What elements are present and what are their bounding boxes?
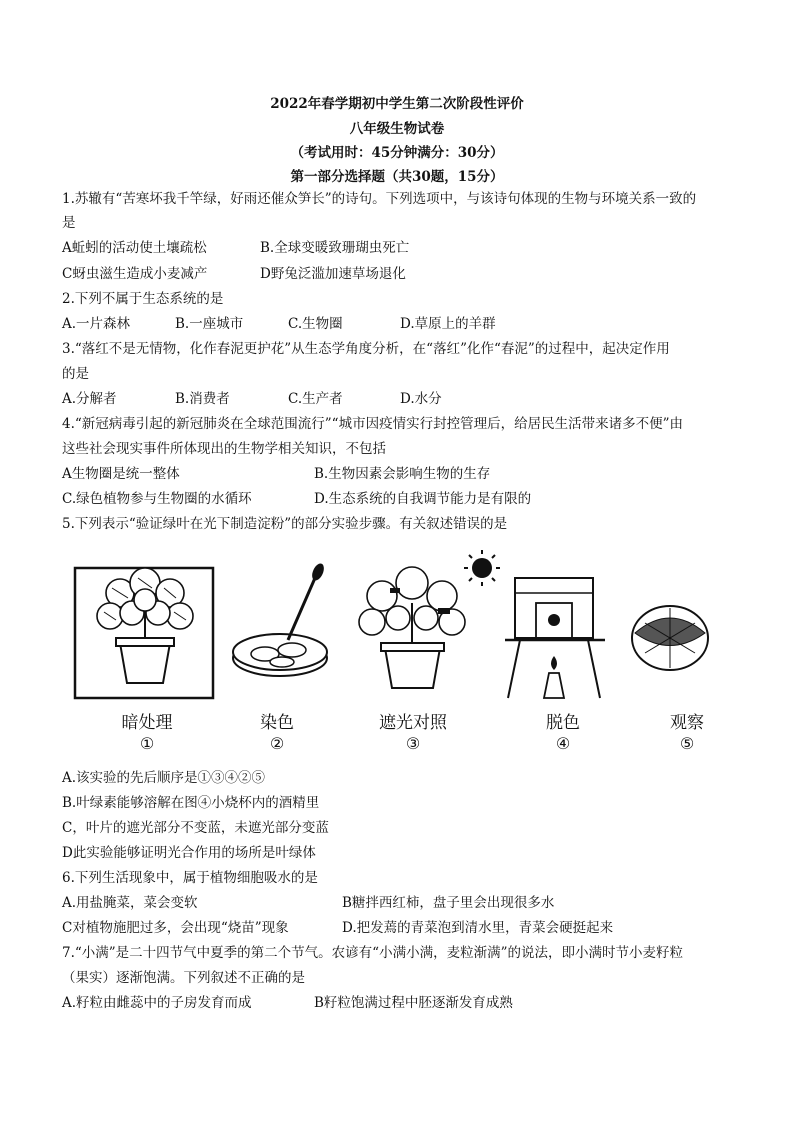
decolorization-illustration [505,578,605,698]
question-2-stem: 2.下列不属于生态系统的是 [62,291,224,307]
q5-option-c: C，叶片的遮光部分不变蓝，未遮光部分变蓝 [62,820,329,836]
q1-option-a: A蚯蚓的活动使土壤疏松 [62,240,207,256]
q1-option-b: B.全球变暖致珊瑚虫死亡 [260,240,410,256]
q6-option-c: C对植物施肥过多，会出现“烧苗”现象 [62,920,289,936]
q5-option-d: D此实验能够证明光合作用的场所是叶绿体 [62,845,316,861]
exam-subtitle: 八年级生物试卷 [349,121,445,137]
figure-label-5: 观察 [670,713,704,733]
q1-option-d: D野兔泛滥加速草场退化 [260,266,406,282]
q2-option-b: B.一座城市 [175,316,244,332]
question-3-stem-cont: 的是 [62,366,89,382]
q4-option-b: B.生物因素会影响生物的生存 [314,466,491,482]
q7-option-b: B籽粒饱满过程中胚逐渐发育成熟 [314,995,513,1011]
q6-option-b: B糖拌西红柿，盘子里会出现很多水 [342,895,555,911]
q1-option-c: C蚜虫滋生造成小麦减产 [62,266,208,282]
question-1-stem-cont: 是 [62,215,76,231]
question-1-stem: 1.苏辙有“苦寒坏我千竿绿，好雨还催众笋长”的诗句。下列选项中，与该诗句体现的生物与环境关系一致的 [62,191,697,207]
q5-option-a: A.该实验的先后顺序是①③④②⑤ [62,770,266,786]
figure-label-4: 脱色 [546,713,580,733]
figure-label-3: 遮光对照 [379,713,447,733]
q3-option-b: B.消费者 [175,391,230,407]
q6-option-a: A.用盐腌菜，菜会变软 [62,895,198,911]
question-7-stem: 7.“小满”是二十四节气中夏季的第二个节气。农谚有“小满小满，麦粒渐满”的说法，即小满时节小麦籽粒 [62,945,683,961]
light-control-illustration [359,550,500,688]
exam-time: （考试用时：45分钟满分：30分） [290,145,504,161]
staining-illustration [233,562,327,676]
dark-treatment-illustration [75,568,213,698]
exam-title: 2022年春学期初中学生第二次阶段性评价 [270,96,524,112]
figure-number-3: ③ [405,734,421,753]
question-6-stem: 6.下列生活现象中，属于植物细胞吸水的是 [62,870,318,886]
figure-number-4: ④ [555,734,571,753]
question-7-stem-cont: （果实）逐渐饱满。下列叙述不正确的是 [62,970,305,986]
q3-option-a: A.分解者 [62,391,117,407]
q2-option-d: D.草原上的羊群 [400,316,496,332]
q4-option-d: D.生态系统的自我调节能力是有限的 [314,491,532,507]
experiment-figure [60,548,740,713]
q3-option-d: D.水分 [400,391,442,407]
question-5-stem: 5.下列表示“验证绿叶在光下制造淀粉”的部分实验步骤。有关叙述错误的是 [62,516,508,532]
q4-option-a: A生物圈是统一整体 [62,466,180,482]
q3-option-c: C.生产者 [288,391,343,407]
figure-number-2: ② [269,734,285,753]
q7-option-a: A.籽粒由雌蕊中的子房发育而成 [62,995,252,1011]
figure-number-1: ① [139,734,155,753]
question-3-stem: 3.“落红不是无情物，化作春泥更护花”从生态学角度分析，在“落红”化作“春泥”的过程中，起决定作用 [62,341,670,357]
q5-option-b: B.叶绿素能够溶解在图④小烧杯内的酒精里 [62,795,320,811]
question-4-stem-cont: 这些社会现实事件所体现出的生物学相关知识，不包括 [62,441,386,457]
question-4-stem: 4.“新冠病毒引起的新冠肺炎在全球范围流行”“城市因疫情实行封控管理后，给居民生活带来诸多不便”由 [62,416,683,432]
q2-option-a: A.一片森林 [62,316,131,332]
q6-option-d: D.把发蔫的青菜泡到清水里，青菜会硬挺起来 [342,920,614,936]
observation-illustration [632,606,708,670]
section-title: 第一部分选择题（共30题，15分） [290,169,504,185]
figure-label-2: 染色 [260,713,294,733]
q4-option-c: C.绿色植物参与生物圈的水循环 [62,491,252,507]
figure-number-5: ⑤ [679,734,695,753]
q2-option-c: C.生物圈 [288,316,343,332]
figure-label-1: 暗处理 [121,713,173,733]
